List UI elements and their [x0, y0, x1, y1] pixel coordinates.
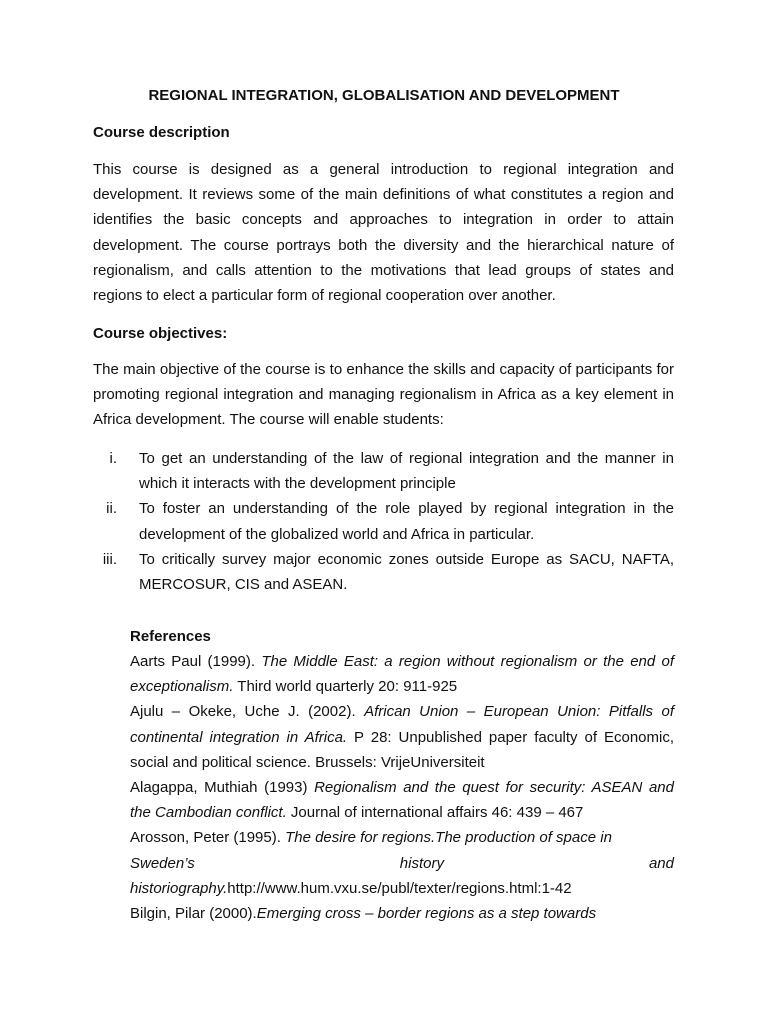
objective-number: iii.	[102, 550, 117, 568]
reference-author: Ajulu – Okeke, Uche J. (2002).	[130, 703, 365, 721]
reference-author: Bilgin, Pilar (2000).	[130, 905, 257, 923]
reference-line	[130, 825, 674, 850]
reference-line	[130, 876, 674, 901]
reference-author: Aarts Paul (1999).	[130, 653, 262, 670]
objective-text: To foster an understanding of the role played by regional integration in the development of the globalized world and Africa in particular.	[139, 500, 674, 543]
reference-title: African Union – European Union: Pitfalls of continental integration in Africa.	[130, 703, 675, 746]
objective-text: To critically survey major economic zones outside Europe as SACU, NAFTA, MERCOSUR, CIS and ASEAN.	[139, 550, 674, 594]
reference-entry-arosson	[130, 825, 674, 901]
objective-number: i.	[109, 450, 117, 467]
reference-entry	[130, 901, 674, 926]
reference-title: The Middle East: a region without regionalism or the end of exceptionalism.	[130, 653, 675, 696]
reference-author: Alagappa, Muthiah (1993)	[130, 779, 315, 797]
objective-item	[93, 446, 674, 496]
objectives-list	[93, 446, 674, 597]
objective-item	[93, 547, 674, 597]
references-section	[130, 624, 674, 926]
reference-entry	[130, 775, 674, 825]
objective-text: To get an understanding of the law of regional integration and the manner in which it interacts with the development principle	[139, 450, 674, 493]
reference-entry	[130, 699, 674, 775]
document-title: REGIONAL INTEGRATION, GLOBALISATION AND DEVELOPMENT	[148, 87, 620, 104]
reference-title-word: history	[399, 854, 444, 872]
reference-title: historiography.	[130, 879, 228, 897]
course-objectives-intro: The main objective of the course is to enhance the skills and capacity of participants for promoting regional integration and managing regionalism in Africa as a key element in Africa development. The course will enable students:	[93, 361, 674, 429]
references-heading: References	[130, 628, 211, 645]
objective-item	[93, 496, 674, 546]
reference-title-word: Sweden’s	[130, 854, 195, 872]
reference-title: Regionalism and the quest for security: ASEAN and the Cambodian conflict.	[130, 779, 674, 822]
reference-url: http://www.hum.vxu.se/publ/texter/regions.html:1-42	[227, 879, 572, 897]
reference-entry	[130, 649, 674, 699]
reference-title-word: and	[648, 854, 674, 872]
objective-number: ii.	[106, 500, 117, 518]
course-objectives-heading: Course objectives:	[93, 325, 228, 342]
reference-line	[130, 851, 674, 876]
reference-author: Arosson, Peter (1995).	[130, 829, 286, 847]
reference-source: Journal of international affairs 46: 439 – 467	[286, 804, 584, 822]
course-description-heading: Course description	[93, 124, 230, 141]
reference-title: Emerging cross – border regions as a step towards	[256, 905, 597, 923]
reference-source: P 28: Unpublished paper faculty of Economic, social and political science. Brussels: VrijeUniversiteit	[130, 728, 675, 771]
course-description-text: This course is designed as a general introduction to regional integration and development. It reviews some of the main definitions of what constitutes a region and identifies the basic concepts and approaches to integration in order to attain development. The course portrays both the diversity and the hierarchical nature of regionalism, and calls attention to the motivations that lead groups of states and regions to elect a particular form of regional cooperation over another.	[93, 161, 674, 305]
reference-title: The desire for regions.The production of space in	[285, 829, 612, 847]
reference-source: Third world quarterly 20: 911-925	[233, 678, 458, 696]
